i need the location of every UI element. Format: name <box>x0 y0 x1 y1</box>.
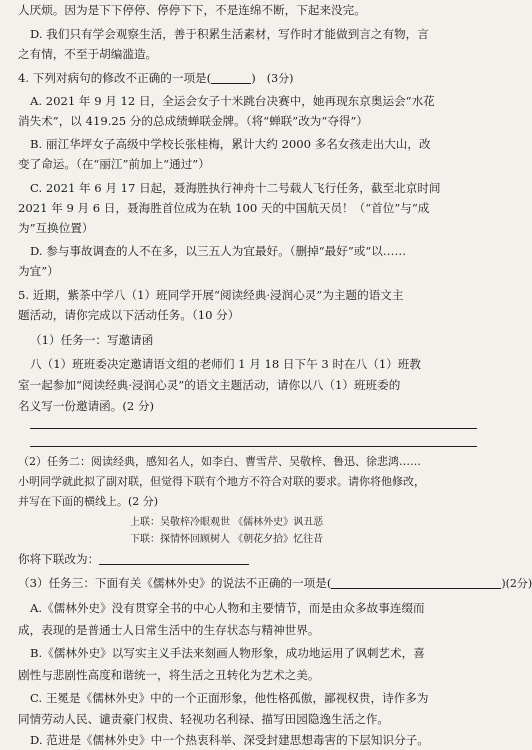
revision-label: 你将下联改为： <box>18 552 100 566</box>
question-4-stem: 4. 下列对病句的修改不正确的一项是( <box>18 71 212 85</box>
task-3-option-b-cont: 剧性与悲剧性高度和谐统一，将生活之丑转化为艺术之美。 <box>18 668 320 682</box>
upper-couplet: 上联：吴敬梓冷眼观世 《儒林外史》讽丑恶 <box>130 517 324 528</box>
answer-blank[interactable] <box>211 71 251 84</box>
answer-line[interactable] <box>30 446 477 447</box>
question-5: 5. 近期，紫茶中学八（1）班同学开展“阅读经典·浸润心灵”为主题的语文主 <box>18 288 404 302</box>
text-line: D. 我们只有学会观察生活，善于积累生活素材，写作时才能做到言之有物，言 <box>30 27 429 41</box>
option-b-cont: 变了命运。（在“丽江”前加上“通过”） <box>18 157 210 171</box>
task-3 <box>18 575 532 592</box>
task-1-text: 室一起参加“阅读经典·浸润心灵”的语文主题活动，请你以八（1）班班委的 <box>18 378 401 392</box>
question-4-score: (3分) <box>266 72 294 85</box>
task-3-option-a: A.《儒林外史》没有贯穿全书的中心人物和主要情节，而是由众多故事连缀而 <box>30 601 425 615</box>
option-c-cont: 2021 年 9 月 6 日，聂海胜首位成为在轨 100 天的中国航天员！（“首位”与“成 <box>18 201 430 215</box>
text-line: 人厌烦。因为是下下停停、停停下下，不是连绵不断，下起来没完。 <box>18 3 366 17</box>
task-2-text: 小明同学就此拟了副对联，但觉得下联有个地方不符合对联的要求。请你将他修改， <box>18 475 425 488</box>
task-3-option-c-cont: 同情劳动人民、谴责豪门权贵、轻视功名利禄、描写田园隐逸生活之作。 <box>18 712 390 726</box>
answer-line[interactable] <box>30 428 477 429</box>
revision-row <box>18 551 479 567</box>
task-3-option-a-cont: 成，表现的是普通士人日常生活中的生存状态与精神世界。 <box>18 623 320 637</box>
lower-couplet: 下联：探情怀回顾树人 《朝花夕拾》忆往昔 <box>130 534 324 545</box>
option-c: C. 2021 年 6 月 17 日起，聂海胜执行神舟十二号载人飞行任务，截至北京时间 <box>30 181 441 195</box>
answer-blank[interactable] <box>331 576 501 589</box>
option-d-cont: 为宜”） <box>18 264 59 278</box>
text-line: 之有情，不至于胡编滥造。 <box>18 47 158 61</box>
question-5-cont: 题活动，请你完成以下活动任务。（10 分） <box>18 308 240 322</box>
task-3-option-c: C. 王冕是《儒林外史》中的一个正面形象，他性格孤傲，鄙视权贵，诗作多为 <box>30 691 429 705</box>
option-b: B. 丽江华坪女子高级中学校长张桂梅，累计大约 2000 多名女孩走出大山，改 <box>30 137 431 151</box>
task-2-text: （2）任务二：阅读经典，感知名人，如李白、曹雪芹、吴敬梓、鲁迅、徐悲鸿…… <box>18 455 421 468</box>
revision-input-line[interactable] <box>99 552 249 565</box>
task-1-title: （1）任务一：写邀请函 <box>30 333 154 347</box>
option-a-cont: 消失术”，以 419.25 分的总成绩蝉联金牌。（将“蝉联”改为“夺得”） <box>18 114 369 128</box>
task-3-option-d: D. 范进是《儒林外史》中一个热衷科举、深受封建思想毒害的下层知识分子。 <box>30 733 429 747</box>
option-d: D. 参与事故调查的人不在多，以三五人为宜最好。（删掉“最好”或“以…… <box>30 244 407 258</box>
task-3-score: )(2分) <box>501 577 532 590</box>
option-a: A. 2021 年 9 月 12 日，全运会女子十米跳台决赛中，她再现东京奥运会“水花 <box>30 94 435 108</box>
task-3-option-b: B.《儒林外史》以写实主义手法来刻画人物形象，成功地运用了讽刺艺术，喜 <box>30 646 425 660</box>
task-3-stem: （3）任务三：下面有关《儒林外史》的说法不正确的一项是( <box>18 576 332 590</box>
task-2-text: 并写在下面的横线上。(2 分) <box>18 495 159 508</box>
task-1-text: 八（1）班班委决定邀请语文组的老师们 1 月 18 日下午 3 时在八（1）班教 <box>30 357 421 371</box>
task-1-text: 名义写一份邀请函。(2 分) <box>18 399 155 413</box>
question-4: 4. 下列对病句的修改不正确的一项是( ) (3分) <box>18 71 294 85</box>
option-c-cont: 为”互换位置） <box>18 221 94 235</box>
